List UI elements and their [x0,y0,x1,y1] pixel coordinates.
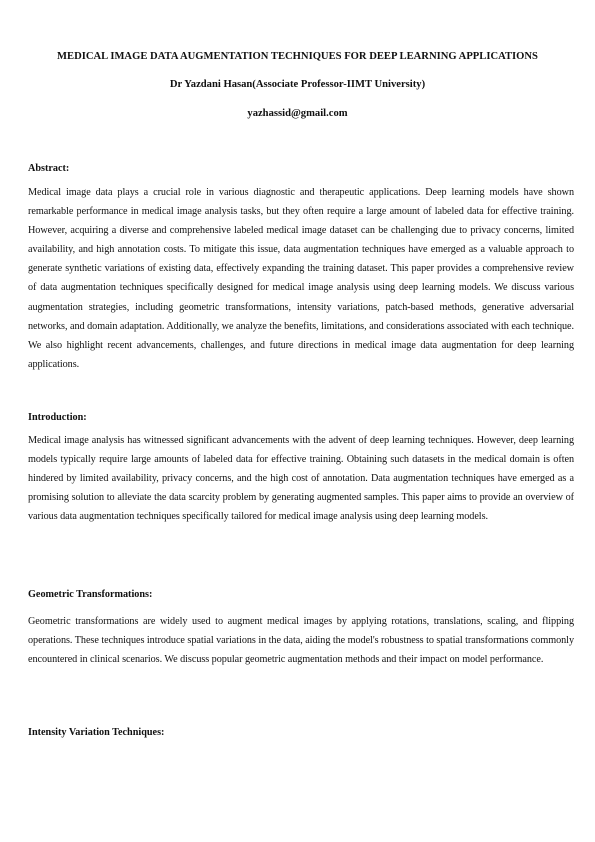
intensity-variation-heading: Intensity Variation Techniques: [28,727,165,738]
geometric-transformations-paragraph: Geometric transformations are widely used to augment medical images by applying rotations, translations, scaling, and flipping operations. These techniques introduce spatial variations in the data, aiding the model's robustness to spatial transformations commonly encountered in clinical scenarios. We discuss popular geometric augmentation methods and their impact on model performance. [28,616,574,666]
geometric-transformations-heading: Geometric Transformations: [28,589,153,600]
paper-title: MEDICAL IMAGE DATA AUGMENTATION TECHNIQUES FOR DEEP LEARNING APPLICATIONS [57,51,538,62]
author-line: Dr Yazdani Hasan(Associate Professor-IIMT University) [169,79,426,90]
introduction-heading: Introduction: [28,412,87,423]
introduction-paragraph: Medical image analysis has witnessed significant advancements with the advent of deep learning techniques. However, deep learning models typically require large amounts of labeled data for effective training. Obtaining such datasets in the medical domain is often hindered by limited availability, privacy concerns, and the high cost of annotation. Data augmentation techniques have emerged as a promising solution to alleviate the data scarcity problem by generating augmented samples. This paper aims to provide an overview of various data augmentation techniques specifically tailored for medical image analysis using deep learning models. [28,435,574,523]
abstract-paragraph: Medical image data plays a crucial role in various diagnostic and therapeutic applications. Deep learning models have shown remarkable performance in medical image analysis tasks, but they often require a large amount of labeled data for effective training. However, acquiring a diverse and comprehensive labeled medical image dataset can be challenging due to privacy concerns, limited availability, and high annotation costs. To mitigate this issue, data augmentation techniques have emerged as a valuable approach to generate synthetic variations of existing data, effectively expanding the training dataset. This paper provides a comprehensive review of data augmentation techniques specifically designed for medical image analysis using deep learning models. We discuss various augmentation strategies, including geometric transformations, intensity variations, patch-based methods, generative adversarial networks, and domain adaptation. Additionally, we analyze the benefits, limitations, and considerations associated with each technique. We also highlight recent advancements, challenges, and future directions in medical image data augmentation for deep learning applications. [28,187,574,370]
author-email: yazhassid@gmail.com [247,108,348,119]
abstract-heading: Abstract: [28,163,70,174]
